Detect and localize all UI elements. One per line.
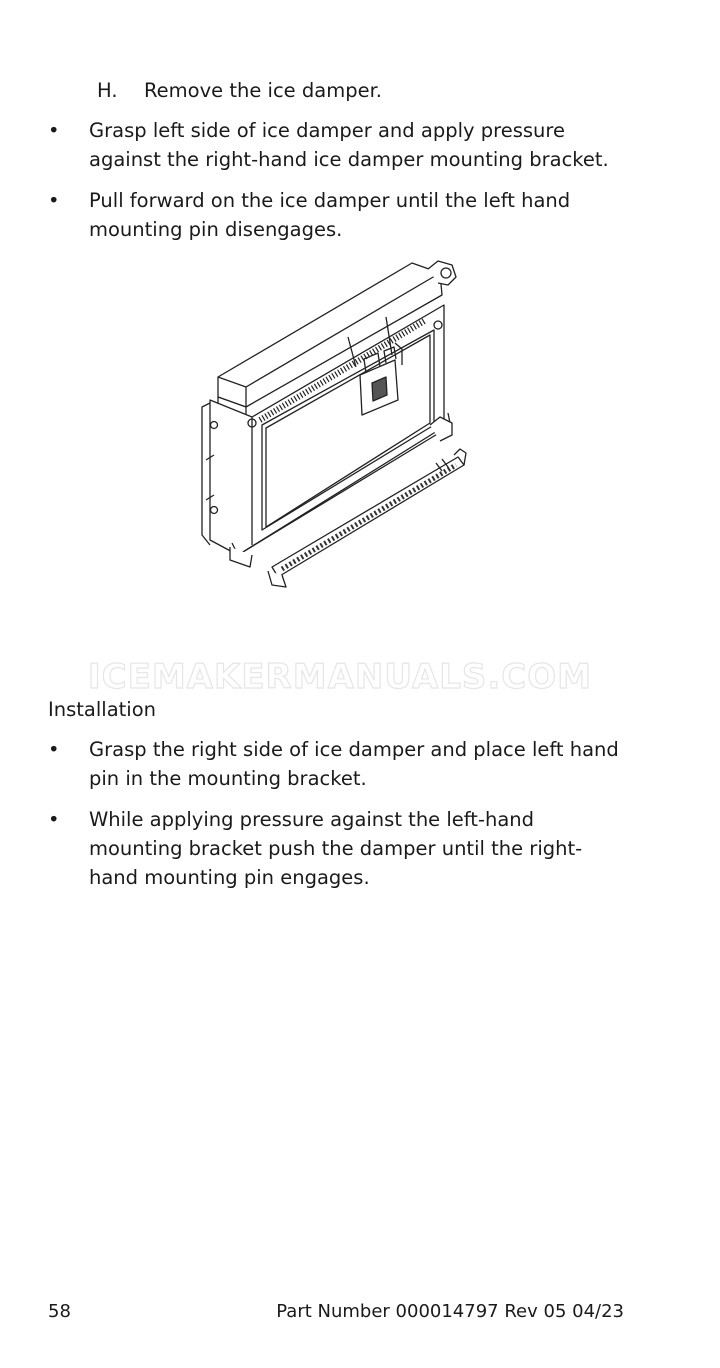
section-heading: Installation (48, 698, 157, 721)
list-item-text: Pull forward on the ice damper until the left hand mounting pin disengages. (89, 189, 571, 241)
list-item (48, 805, 648, 892)
step-text: Remove the ice damper. (144, 79, 382, 102)
watermark: ICEMAKERMANUALS.COM (88, 657, 592, 697)
bullet-icon: • (48, 119, 60, 142)
step-letter: H. (97, 79, 118, 102)
step-h (97, 76, 382, 105)
bullet-icon: • (48, 189, 60, 212)
list-item-text: While applying pressure against the left-hand mounting bracket push the damper until the right-hand mounting pin engages. (89, 808, 583, 889)
list-item-text: Grasp the right side of ice damper and place left hand pin in the mounting bracket. (89, 738, 619, 790)
list-item (48, 735, 648, 793)
page-number: 58 (48, 1301, 71, 1322)
list-item-text: Grasp left side of ice damper and apply pressure against the right-hand ice damper mounting bracket. (89, 119, 609, 171)
list-item (48, 186, 648, 244)
part-number: Part Number 000014797 Rev 05 04/23 (276, 1301, 624, 1322)
list-item (48, 116, 648, 174)
bullet-icon: • (48, 808, 60, 831)
bullet-icon: • (48, 738, 60, 761)
ice-damper-illustration (190, 255, 480, 600)
